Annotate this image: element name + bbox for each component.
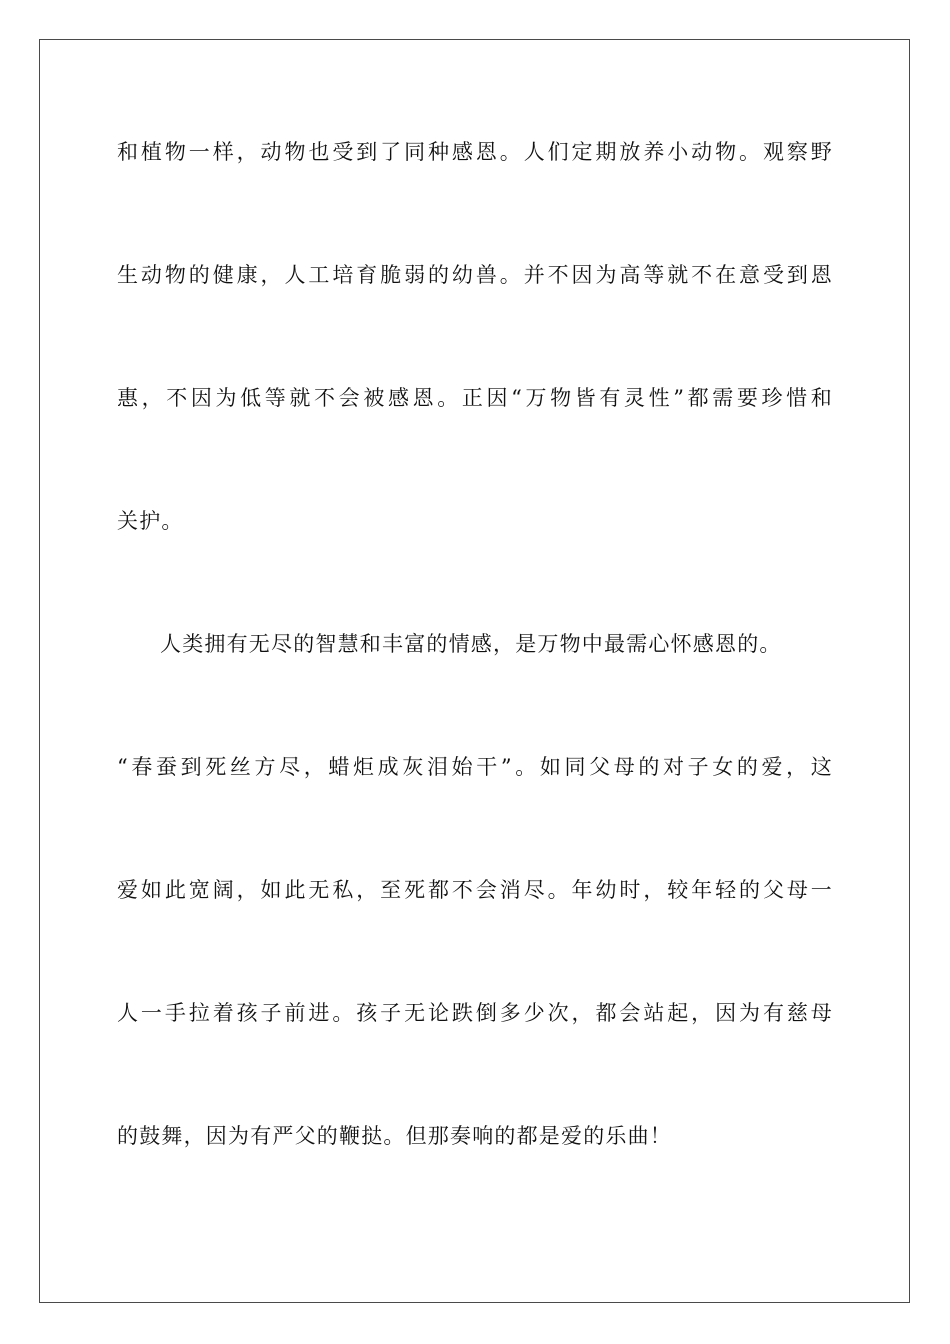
paragraph-1-line-4: 关护。 xyxy=(117,509,184,533)
paragraph-2-line-1: 人类拥有无尽的智慧和丰富的情感，是万物中最需心怀感恩的。 xyxy=(160,632,782,656)
paragraph-2-line-4: 人一手拉着孩子前进。孩子无论跌倒多少次，都会站起，因为有慈母 xyxy=(117,1001,833,1025)
page-border xyxy=(39,39,910,1303)
paragraph-1-line-3: 惠，不因为低等就不会被感恩。正因“万物皆有灵性”都需要珍惜和 xyxy=(117,386,833,410)
paragraph-1-line-1: 和植物一样，动物也受到了同种感恩。人们定期放养小动物。观察野 xyxy=(117,140,833,164)
paragraph-2-line-5: 的鼓舞，因为有严父的鞭挞。但那奏响的都是爱的乐曲！ xyxy=(117,1124,672,1148)
paragraph-2-line-3: 爱如此宽阔，如此无私，至死都不会消尽。年幼时，较年轻的父母一 xyxy=(117,878,833,902)
paragraph-1-line-2: 生动物的健康，人工培育脆弱的幼兽。并不因为高等就不在意受到恩 xyxy=(117,263,833,287)
paragraph-2-line-2: “春蚕到死丝方尽，蜡炬成灰泪始干”。如同父母的对子女的爱，这 xyxy=(117,755,833,779)
